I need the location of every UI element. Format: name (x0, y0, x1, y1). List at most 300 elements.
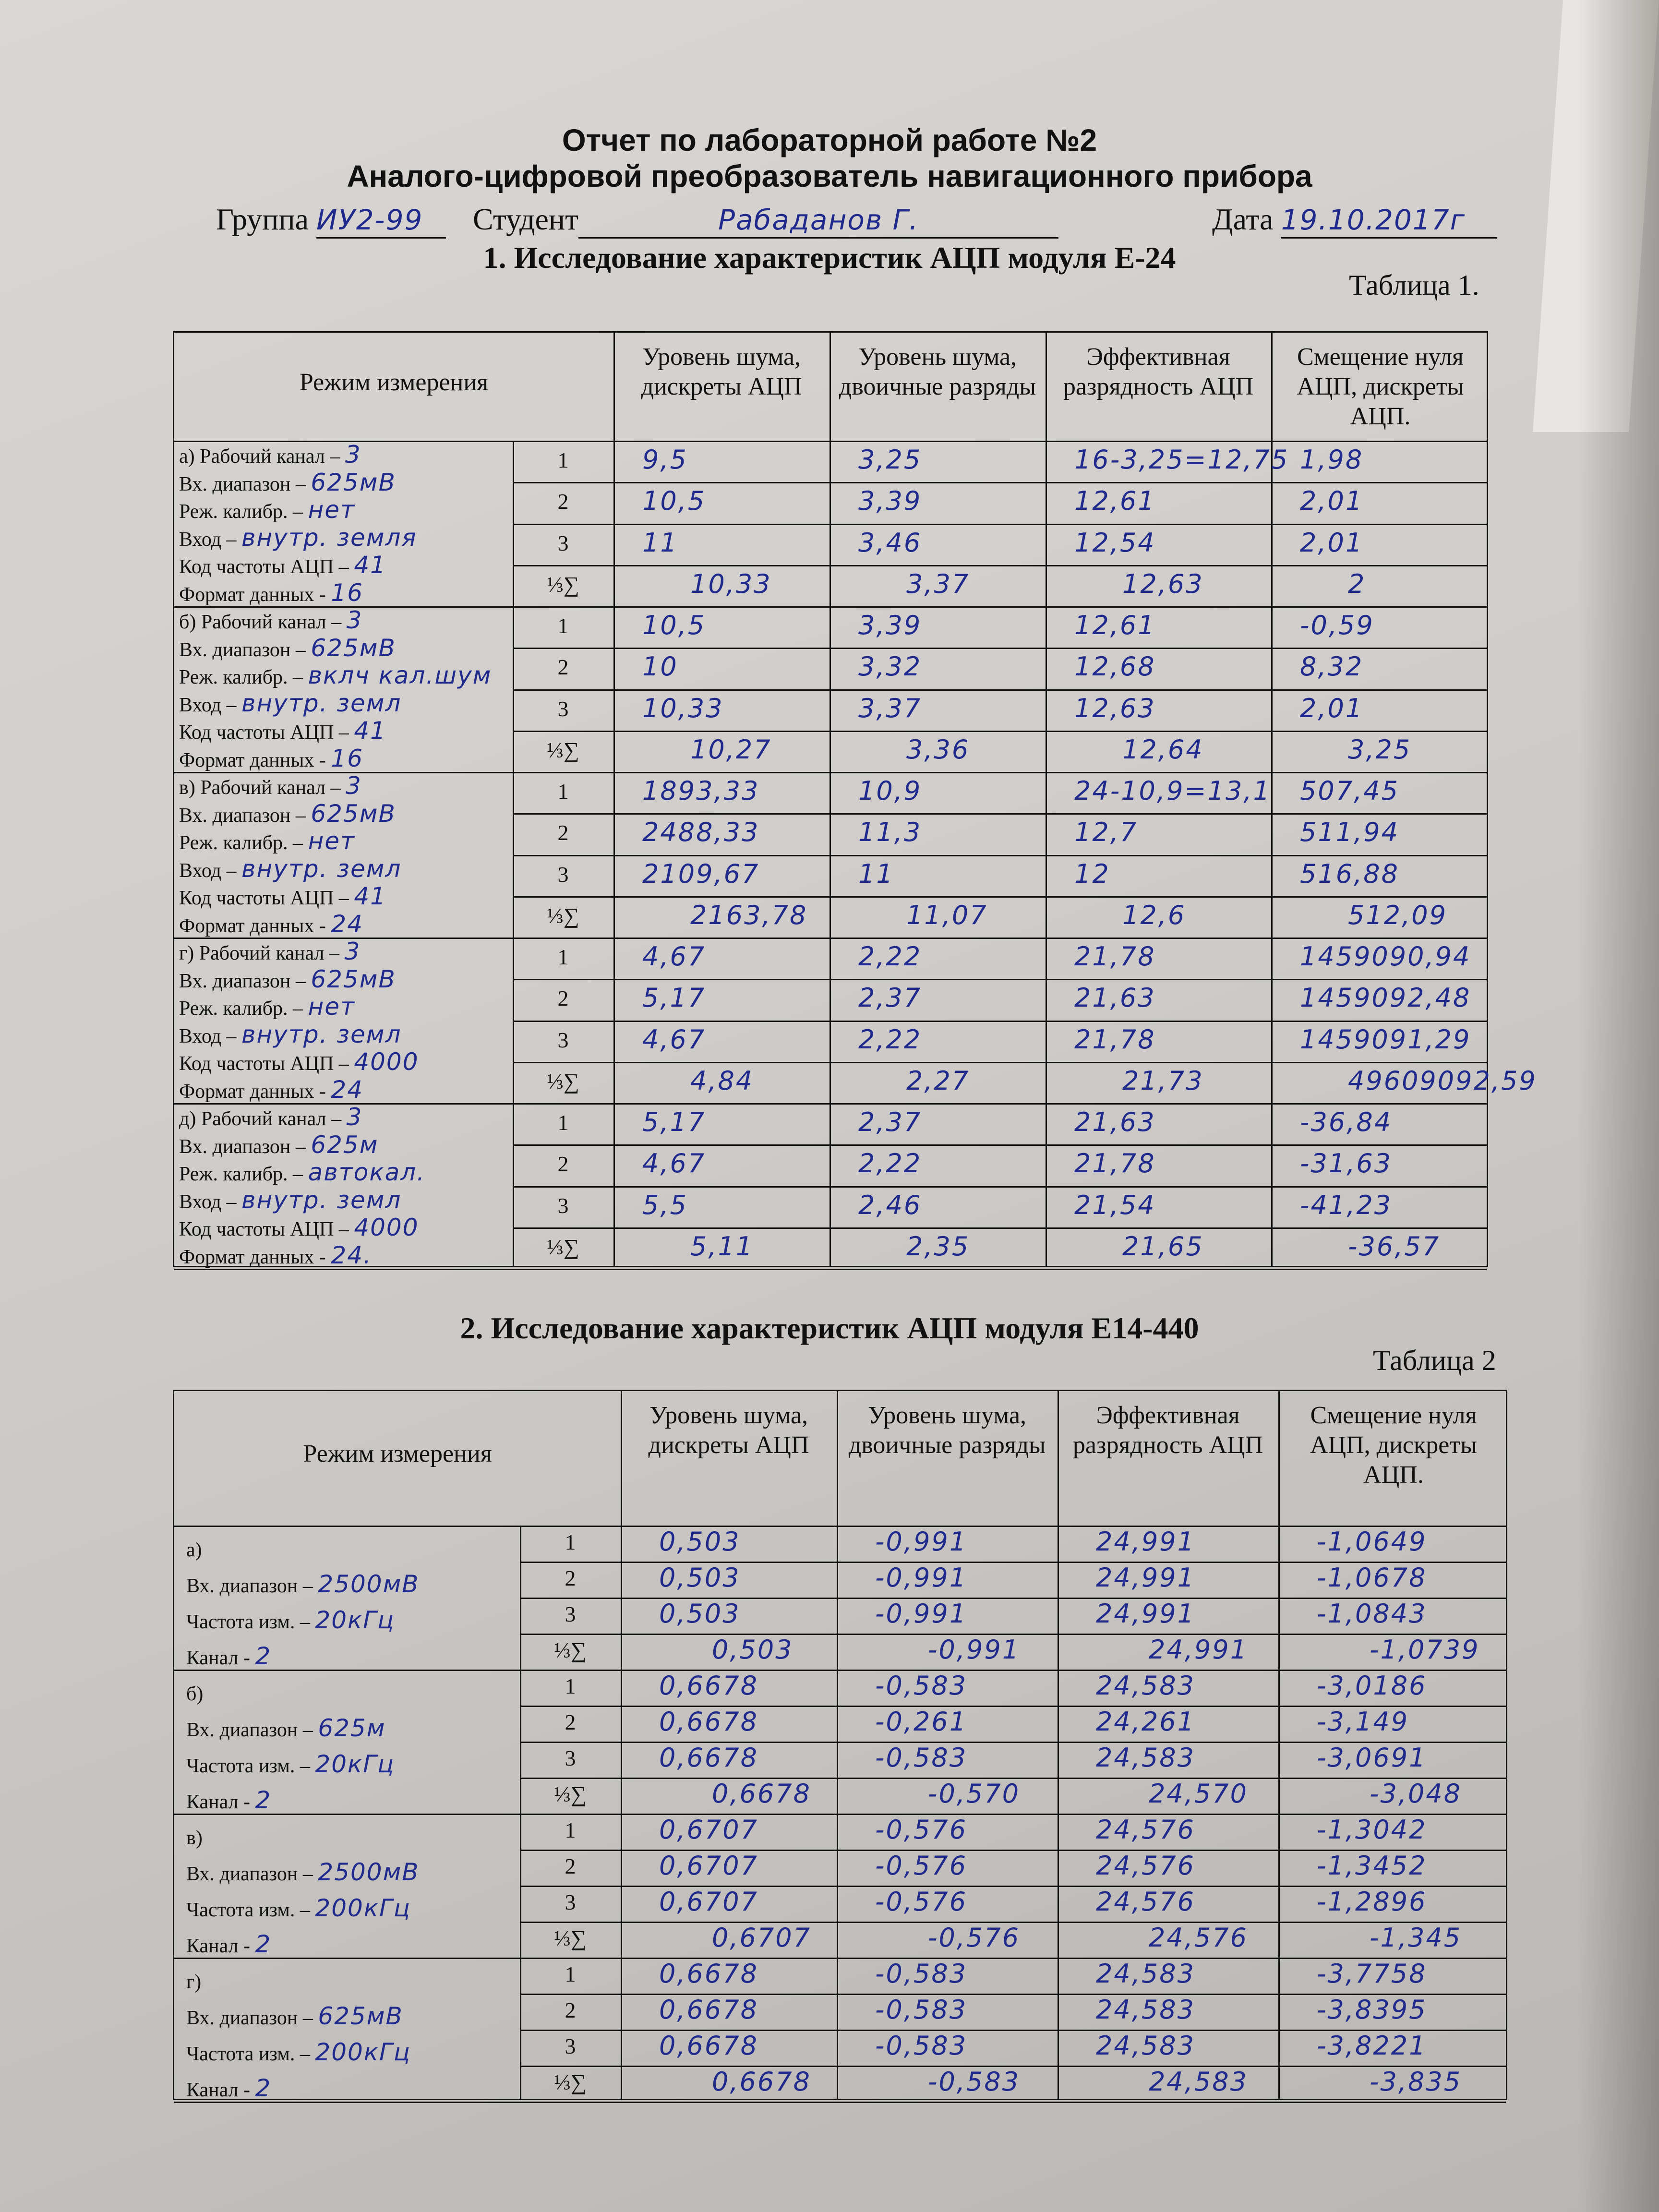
cell-value: -1,0843 (1317, 1599, 1427, 1629)
cell-value: -0,991 (875, 1527, 968, 1557)
row-number: ⅓∑ (547, 1234, 579, 1259)
cell-value: 0,503 (659, 1527, 741, 1557)
cell-value: 24,583 (1096, 1995, 1195, 2025)
cell-value: 2,01 (1300, 693, 1364, 723)
mode-label: Канал - (186, 1647, 251, 1669)
mode-line (179, 1186, 401, 1214)
cell-value: 3,39 (858, 486, 922, 517)
mode-label: Вх. диапазон – (186, 1719, 313, 1741)
mode-line (186, 1930, 271, 1958)
date-label: Дата (1212, 202, 1274, 236)
mode-value: внутр. земл (241, 1186, 402, 1214)
header-cell-1: Уровень шума, дискреты АЦП (641, 343, 802, 400)
table1-caption: Таблица 1. (1349, 269, 1479, 301)
cell-value: 3,39 (858, 610, 922, 640)
cell-value: 2163,78 (690, 900, 808, 930)
cell-value: 12,61 (1074, 486, 1156, 517)
table-2 (173, 1390, 1507, 2100)
row-divider (513, 482, 1487, 483)
cell-value: 2488,33 (642, 817, 760, 848)
mode-label: Канал - (186, 2079, 251, 2101)
mode-label: б) (186, 1683, 204, 1705)
report-title: Отчет по лабораторной работе №2 (562, 123, 1097, 157)
row-divider (513, 731, 1487, 732)
cell-value: 0,6707 (659, 1815, 758, 1845)
cell-value: 3,36 (906, 734, 970, 765)
cell-value: -0,576 (928, 1923, 1021, 1953)
cell-value: -0,261 (875, 1707, 968, 1737)
mode-value: внутр. земля (241, 523, 417, 552)
header-cell-4: Смещение нуля АЦП, дискреты АЦП. (1297, 343, 1464, 430)
table2-caption: Таблица 2 (1373, 1345, 1496, 1376)
mode-line (179, 1131, 379, 1159)
row-number: 3 (557, 530, 569, 555)
mode-line (179, 772, 362, 800)
cell-value: -31,63 (1300, 1148, 1393, 1179)
cell-value: 512,09 (1348, 900, 1447, 930)
cell-value: 16-3,25=12,75 (1074, 445, 1289, 475)
mode-value: 625мВ (311, 634, 396, 662)
row-number: ⅓∑ (554, 2070, 587, 2094)
mode-line (186, 1642, 271, 1670)
section1-title: 1. Исследование характеристик АЦП модуля Е-24 (483, 240, 1176, 275)
mode-line (179, 1158, 425, 1186)
mode-label: Формат данных - (179, 914, 326, 937)
cell-value: 4,84 (690, 1065, 754, 1096)
cell-value: 10,33 (690, 568, 772, 599)
header-cell-1: Уровень шума, дискреты АЦП (648, 1402, 809, 1459)
column-divider (1058, 1391, 1059, 2099)
cell-value: 2109,67 (642, 858, 760, 889)
row-number: 2 (565, 1710, 576, 1734)
cell-value: 49609092,59 (1348, 1065, 1537, 1096)
cell-value: -1,3042 (1317, 1815, 1427, 1845)
cell-value: 3,32 (858, 651, 922, 682)
mode-value: 41 (354, 551, 386, 579)
cell-value: 24,570 (1149, 1779, 1248, 1809)
cell-value: -3,835 (1370, 2067, 1462, 2097)
mode-label: Реж. калибр. – (179, 501, 303, 523)
mode-label: Канал - (186, 1935, 251, 1957)
row-divider (513, 896, 1487, 898)
cell-value: 12,61 (1074, 610, 1156, 640)
mode-label: Вход – (179, 859, 237, 882)
mode-value: 625мВ (311, 799, 396, 828)
mode-label: Вх. диапазон – (186, 2007, 313, 2029)
cell-value: 24,576 (1096, 1851, 1195, 1881)
row-divider (513, 1021, 1487, 1022)
cell-value: -1,2896 (1317, 1887, 1427, 1917)
cell-value: 3,25 (1348, 734, 1412, 765)
row-number: 3 (565, 1602, 576, 1626)
group-divider (174, 772, 1487, 773)
mode-label: Вход – (179, 528, 237, 551)
mode-line (186, 1858, 420, 1886)
cell-value: -0,583 (875, 1959, 968, 1989)
cell-value: 10,27 (690, 734, 772, 765)
cell-value: 3,25 (858, 445, 922, 475)
mode-value: нет (308, 993, 356, 1021)
row-number: ⅓∑ (554, 1926, 587, 1950)
mode-line (179, 882, 386, 910)
cell-value: -0,576 (875, 1815, 968, 1845)
mode-label: Вх. диапазон – (186, 1863, 313, 1885)
cell-value: 12,68 (1074, 651, 1156, 682)
mode-line (179, 661, 492, 689)
mode-line (179, 1021, 401, 1048)
mode-value: автокал. (308, 1158, 426, 1186)
cell-value: 0,6678 (659, 1707, 758, 1737)
mode-value: 200кГц (315, 1894, 411, 1922)
mode-label: Формат данных - (179, 583, 326, 606)
cell-value: 5,11 (690, 1231, 754, 1262)
cell-value: -1,0649 (1317, 1527, 1427, 1557)
cell-value: 21,63 (1074, 983, 1156, 1013)
cell-value: 24,576 (1096, 1815, 1195, 1845)
mode-label: Реж. калибр. – (179, 666, 303, 688)
row-divider (513, 689, 1487, 691)
row-divider (513, 648, 1487, 649)
mode-line (179, 469, 396, 496)
cell-value: -0,991 (875, 1563, 968, 1593)
row-number: 2 (557, 1152, 569, 1177)
cell-value: 10,33 (642, 693, 724, 723)
mode-label: Канал - (186, 1791, 251, 1813)
group-value: ИУ2-99 (316, 204, 423, 236)
group-field (216, 202, 446, 239)
mode-value: 625мВ (311, 468, 396, 496)
mode-label: Вход – (179, 1190, 237, 1213)
mode-value: 2 (255, 1930, 272, 1958)
group-divider (174, 1103, 1487, 1105)
mode-value: внутр. земл (241, 1020, 402, 1048)
cell-value: 2,01 (1300, 486, 1364, 517)
cell-value: -3,7758 (1317, 1959, 1427, 1989)
cell-value: 2,22 (858, 1148, 922, 1179)
mode-label: Реж. калибр. – (179, 832, 303, 854)
cell-value: 21,63 (1074, 1107, 1156, 1137)
cell-value: 5,17 (642, 983, 706, 1013)
row-number: ⅓∑ (554, 1638, 587, 1662)
mode-value: 625м (311, 1130, 379, 1159)
cell-value: -0,583 (875, 2031, 968, 2061)
cell-value: -1,3452 (1317, 1851, 1427, 1881)
cell-value: -3,048 (1370, 1779, 1462, 1809)
cell-value: 0,6678 (712, 2067, 811, 2097)
mode-line (179, 496, 355, 524)
mode-label: б) Рабочий канал – (179, 611, 342, 633)
cell-value: 2,37 (858, 983, 922, 1013)
mode-label: г) (186, 1971, 202, 1993)
group-label: Группа (216, 202, 309, 236)
mode-label: Вх. диапазон – (179, 638, 306, 661)
mode-line (179, 1048, 419, 1076)
cell-value: -36,57 (1348, 1231, 1441, 1262)
mode-label: а) Рабочий канал – (179, 445, 340, 468)
cell-value: -1,0678 (1317, 1563, 1427, 1593)
mode-value: 625м (318, 1714, 386, 1742)
row-number: 3 (557, 862, 569, 887)
mode-value: 2 (255, 1642, 272, 1670)
row-number: ⅓∑ (554, 1782, 587, 1806)
cell-value: -0,570 (928, 1779, 1021, 1809)
mode-label: д) Рабочий канал – (179, 1108, 342, 1130)
mode-line (179, 1214, 419, 1241)
cell-value: -41,23 (1300, 1190, 1393, 1220)
cell-value: 11 (642, 527, 678, 558)
mode-label: Вх. диапазон – (179, 804, 306, 827)
row-number: ⅓∑ (547, 572, 579, 597)
cell-value: 21,78 (1074, 1148, 1156, 1179)
mode-line (179, 827, 355, 855)
cell-value: 0,503 (659, 1599, 741, 1629)
mode-value: вклч кал.шум (308, 661, 492, 689)
cell-value: 11,07 (906, 900, 988, 930)
cell-value: 12,64 (1122, 734, 1204, 765)
cell-value: -1,0739 (1370, 1635, 1480, 1665)
row-number: 2 (557, 489, 569, 514)
cell-value: 4,67 (642, 1148, 706, 1179)
cell-value: 1459090,94 (1300, 941, 1471, 972)
row-number: 3 (557, 1193, 569, 1218)
mode-label: Вх. диапазон – (186, 1575, 313, 1597)
cell-value: -3,0691 (1317, 1743, 1427, 1773)
mode-label: Реж. калибр. – (179, 998, 303, 1020)
cell-value: 24-10,9=13,1 (1074, 776, 1271, 806)
column-divider (1046, 333, 1047, 1266)
mode-line (179, 910, 363, 938)
cell-value: 12,6 (1122, 900, 1186, 930)
header-cell-0: Режим измерения (303, 1440, 492, 1467)
cell-value: 0,503 (712, 1635, 793, 1665)
cell-value: 516,88 (1300, 858, 1399, 889)
header-cell-0: Режим измерения (299, 368, 489, 396)
mode-label: Код частоты АЦП – (179, 556, 349, 578)
mode-label: в) (186, 1827, 203, 1849)
cell-value: 21,78 (1074, 1024, 1156, 1055)
cell-value: -3,8395 (1317, 1995, 1427, 2025)
cell-value: -0,583 (928, 2067, 1021, 2097)
header-cell-3: Эффективная разрядность АЦП (1063, 343, 1254, 400)
mode-line (179, 855, 401, 883)
cell-value: 24,991 (1096, 1527, 1195, 1557)
mode-line (186, 1786, 271, 1814)
student-field (473, 202, 1058, 239)
mode-value: 3 (346, 606, 363, 634)
mode-line (179, 634, 396, 662)
row-number: ⅓∑ (547, 1069, 579, 1094)
report-subtitle: Аналого-цифровой преобразователь навигационного прибора (347, 159, 1312, 193)
cell-value: 24,991 (1149, 1635, 1248, 1665)
cell-value: 12,54 (1074, 527, 1156, 558)
cell-value: 0,6678 (659, 1959, 758, 1989)
column-divider (837, 1391, 838, 2099)
cell-value: -3,149 (1317, 1707, 1409, 1737)
header-cell-2: Уровень шума, двоичные разряды (839, 343, 1036, 400)
mode-label: Вх. диапазон – (179, 1135, 306, 1158)
cell-value: 24,583 (1096, 2031, 1195, 2061)
mode-line (179, 745, 363, 772)
cell-value: -0,583 (875, 1995, 968, 2025)
cell-value: 1893,33 (642, 776, 760, 806)
group-divider (174, 1958, 1506, 1959)
group-divider (174, 1814, 1506, 1815)
page-shadow (1577, 0, 1659, 2212)
mode-label: Вход – (179, 694, 237, 716)
cell-value: 11 (858, 858, 894, 889)
date-line (1281, 202, 1497, 239)
cell-value: 10,9 (858, 776, 922, 806)
mode-label: Формат данных - (179, 1080, 326, 1103)
group-line (316, 202, 446, 239)
cell-value: -1,345 (1370, 1923, 1462, 1953)
mode-line (186, 1570, 420, 1598)
mode-value: 3 (345, 441, 361, 469)
mode-line (186, 1714, 386, 1742)
cell-value: 0,6707 (712, 1923, 811, 1953)
mode-line (179, 579, 363, 607)
cell-value: 2,22 (858, 1024, 922, 1055)
cell-value: 3,37 (858, 693, 922, 723)
mode-label: в) Рабочий канал – (179, 777, 341, 799)
cell-value: 21,65 (1122, 1231, 1204, 1262)
mode-line (186, 1606, 395, 1634)
cell-value: 24,576 (1149, 1923, 1248, 1953)
cell-value: -0,576 (875, 1851, 968, 1881)
mode-label: Реж. калибр. – (179, 1163, 303, 1185)
mode-value: 16 (331, 578, 364, 607)
section2-title: 2. Исследование характеристик АЦП модуля Е14-440 (460, 1311, 1199, 1345)
row-number: 3 (565, 2034, 576, 2058)
cell-value: 10,5 (642, 486, 706, 517)
mode-value: 200кГц (315, 2038, 411, 2066)
mode-value: нет (308, 827, 356, 855)
mode-value: 41 (354, 882, 386, 910)
mode-line (186, 1678, 203, 1706)
mode-label: Формат данных - (179, 1246, 326, 1268)
mode-value: 2 (255, 1786, 272, 1814)
cell-value: 3,37 (906, 568, 970, 599)
mode-label: Частота изм. – (186, 1899, 310, 1921)
cell-value: 9,5 (642, 445, 688, 475)
header-cell-2: Уровень шума, двоичные разряды (848, 1402, 1046, 1459)
cell-value: 12,7 (1074, 817, 1138, 848)
cell-value: -0,576 (875, 1887, 968, 1917)
date-value: 19.10.2017г (1281, 204, 1466, 236)
mode-label: Частота изм. – (186, 2043, 310, 2065)
mode-value: 16 (331, 744, 364, 772)
mode-line (179, 524, 417, 552)
row-divider (513, 1186, 1487, 1188)
mode-label: а) (186, 1539, 202, 1561)
cell-value: 1,98 (1300, 445, 1364, 475)
row-number: 2 (565, 1998, 576, 2022)
cell-value: 2 (1348, 568, 1366, 599)
cell-value: -0,991 (928, 1635, 1021, 1665)
mode-label: Формат данных - (179, 749, 326, 771)
cell-value: 4,67 (642, 941, 706, 972)
row-number: 1 (557, 779, 569, 804)
cell-value: 24,583 (1096, 1959, 1195, 1989)
cell-value: -3,8221 (1317, 2031, 1427, 2061)
mode-value: внутр. земл (241, 689, 402, 717)
group-divider (174, 938, 1487, 939)
cell-value: 0,6707 (659, 1887, 758, 1917)
cell-value: 2,46 (858, 1190, 922, 1220)
row-divider (513, 524, 1487, 525)
row-number: 1 (557, 613, 569, 638)
header-divider (174, 1526, 1506, 1527)
row-number: 1 (557, 448, 569, 472)
mode-label: Код частоты АЦП – (179, 887, 349, 909)
group-divider (174, 2102, 1506, 2103)
cell-value: 24,261 (1096, 1707, 1195, 1737)
cell-value: 12,63 (1122, 568, 1204, 599)
mode-line (186, 1822, 203, 1850)
mode-line (179, 441, 361, 469)
row-number: 3 (557, 1027, 569, 1052)
mode-line (179, 1076, 363, 1104)
mode-label: Код частоты АЦП – (179, 1053, 349, 1075)
mode-value: 24 (331, 1075, 364, 1104)
row-number: 2 (565, 1566, 576, 1590)
cell-value: 0,6678 (659, 1743, 758, 1773)
cell-value: 10,5 (642, 610, 706, 640)
header-divider (174, 441, 1487, 442)
row-number: 2 (557, 655, 569, 680)
cell-value: -0,991 (875, 1599, 968, 1629)
mode-value: 4000 (354, 1214, 419, 1241)
cell-value: -0,59 (1300, 610, 1374, 640)
mode-line (179, 717, 386, 745)
cell-value: 24,583 (1149, 2067, 1248, 2097)
row-number: 2 (557, 820, 569, 845)
mode-value: 2500мВ (318, 1858, 420, 1886)
cell-value: 5,17 (642, 1107, 706, 1137)
row-number: 2 (557, 986, 569, 1011)
mode-line (186, 1534, 202, 1562)
mode-line (179, 689, 401, 717)
row-divider (513, 1227, 1487, 1229)
row-divider (513, 1062, 1487, 1063)
header-cell-4: Смещение нуля АЦП, дискреты АЦП. (1310, 1402, 1478, 1489)
mode-label: г) Рабочий канал – (179, 942, 339, 964)
cell-value: 24,583 (1096, 1743, 1195, 1773)
mode-line (179, 800, 396, 828)
column-divider (621, 1391, 622, 2099)
student-label: Студент (473, 202, 579, 236)
cell-value: 24,583 (1096, 1671, 1195, 1701)
row-number: 1 (565, 1962, 576, 1986)
cell-value: 2,35 (906, 1231, 970, 1262)
mode-line (186, 1966, 201, 1994)
cell-value: 12,63 (1074, 693, 1156, 723)
mode-label: Вх. диапазон – (179, 473, 306, 495)
cell-value: 3,46 (858, 527, 922, 558)
mode-label: Код частоты АЦП – (179, 721, 349, 744)
cell-value: -0,583 (875, 1743, 968, 1773)
mode-line (179, 938, 361, 965)
mode-value: внутр. земл (241, 854, 402, 883)
mode-value: 41 (354, 717, 386, 745)
header-cell-3: Эффективная разрядность АЦП (1072, 1402, 1263, 1459)
cell-value: 11,3 (858, 817, 922, 848)
cell-value: 24,991 (1096, 1599, 1195, 1629)
mode-value: 4000 (354, 1048, 419, 1076)
cell-value: 8,32 (1300, 651, 1364, 682)
cell-value: 511,94 (1300, 817, 1399, 848)
mode-line (179, 606, 362, 634)
